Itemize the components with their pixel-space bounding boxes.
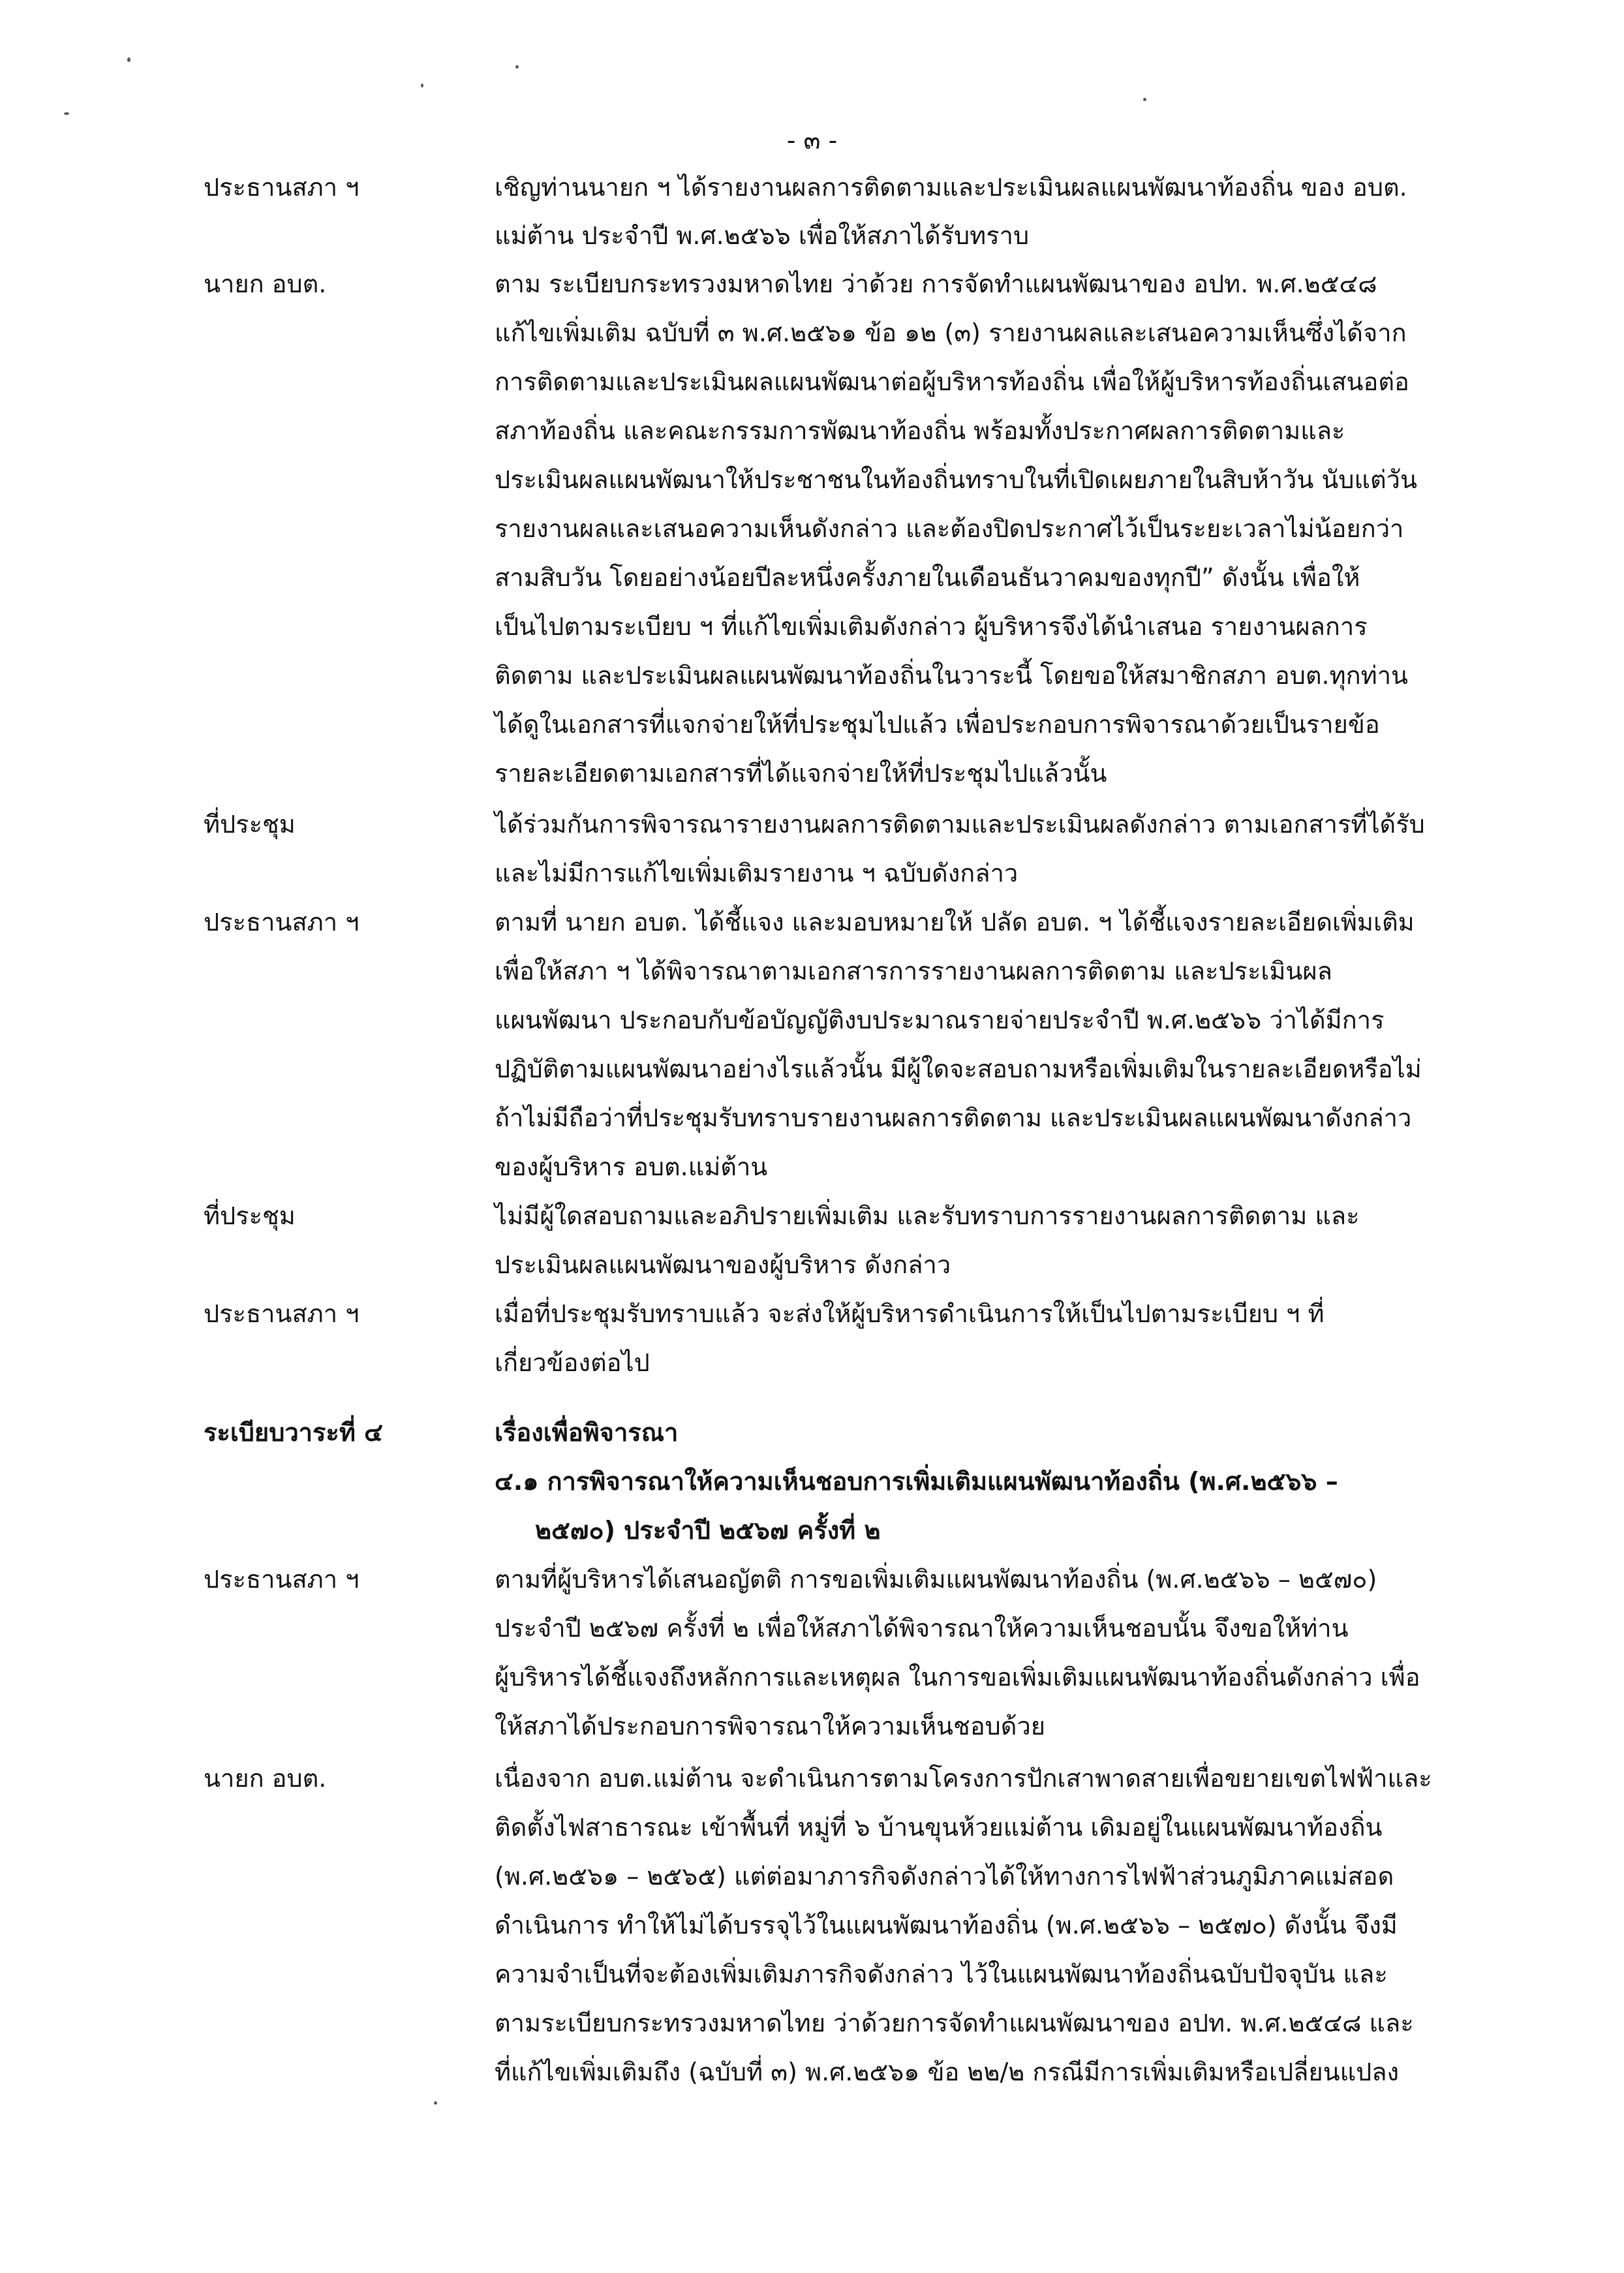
text-line: ประเมินผลแผนพัฒนาของผู้บริหาร ดังกล่าว xyxy=(495,1250,951,1279)
agenda-item-heading: ๔.๑ การพิจารณาให้ความเห็นชอบการเพิ่มเติมแผนพัฒนาท้องถิ่น (พ.ศ.๒๕๖๖ – xyxy=(495,1467,1338,1496)
scan-speck xyxy=(64,112,69,115)
text-line: รายงานผลและเสนอความเห็นดังกล่าว และต้องปิดประกาศไว้เป็นระยะเวลาไม่น้อยกว่า xyxy=(495,514,1404,543)
text-line: ให้สภาได้ประกอบการพิจารณาให้ความเห็นชอบด้วย xyxy=(495,1712,1046,1740)
speaker-label: ประธานสภา ฯ xyxy=(204,908,360,936)
text-line: ประเมินผลแผนพัฒนาให้ประชาชนในท้องถิ่นทราบในที่เปิดเผยภายในสิบห้าวัน นับแต่วัน xyxy=(495,465,1417,494)
text-line: (พ.ศ.๒๕๖๑ – ๒๕๖๕) แต่ต่อมาภารกิจดังกล่าวได้ให้ทางการไฟฟ้าส่วนภูมิภาคแม่สอด xyxy=(495,1862,1394,1891)
text-line: สภาท้องถิ่น และคณะกรรมการพัฒนาท้องถิ่น พร้อมทั้งประกาศผลการติดตามและ xyxy=(495,416,1345,445)
scan-speck xyxy=(434,2101,437,2105)
text-line: ความจำเป็นที่จะต้องเพิ่มเติมภารกิจดังกล่าว ไว้ในแผนพัฒนาท้องถิ่นฉบับปัจจุบัน และ xyxy=(495,1960,1388,1988)
text-line: ประจำปี ๒๕๖๗ ครั้งที่ ๒ เพื่อให้สภาได้พิจารณาให้ความเห็นชอบนั้น จึงขอให้ท่าน xyxy=(495,1614,1349,1643)
speaker-label: นายก อบต. xyxy=(204,1764,327,1793)
page-number: - ๓ - xyxy=(786,126,838,155)
text-line: ได้ร่วมกันการพิจารณารายงานผลการติดตามและประเมินผลดังกล่าว ตามเอกสารที่ได้รับ xyxy=(495,810,1425,839)
text-line: และไม่มีการแก้ไขเพิ่มเติมรายงาน ฯ ฉบับดังกล่าว xyxy=(495,859,1019,888)
text-line: เพื่อให้สภา ฯ ได้พิจารณาตามเอกสารการรายงานผลการติดตาม และประเมินผล xyxy=(495,957,1332,985)
text-line: ผู้บริหารได้ชี้แจงถึงหลักการและเหตุผล ในการขอเพิ่มเติมแผนพัฒนาท้องถิ่นดังกล่าว เพื่อ xyxy=(495,1663,1420,1692)
text-line: ดำเนินการ ทำให้ไม่ได้บรรจุไว้ในแผนพัฒนาท้องถิ่น (พ.ศ.๒๕๖๖ – ๒๕๗๐) ดังนั้น จึงมี xyxy=(495,1911,1398,1940)
scan-speck xyxy=(421,84,423,87)
speaker-label: ประธานสภา ฯ xyxy=(204,1565,360,1594)
text-line: แก้ไขเพิ่มเติม ฉบับที่ ๓ พ.ศ.๒๕๖๑ ข้อ ๑๒ (๓) รายงานผลและเสนอความเห็นซึ่งได้จาก xyxy=(495,318,1407,347)
text-line: ตามที่ นายก อบต. ได้ชี้แจง และมอบหมายให้ ปลัด อบต. ฯ ได้ชี้แจงรายละเอียดเพิ่มเติม xyxy=(495,908,1415,936)
text-line: เป็นไปตามระเบียบ ฯ ที่แก้ไขเพิ่มเติมดังกล่าว ผู้บริหารจึงได้นำเสนอ รายงานผลการ xyxy=(495,612,1368,641)
text-line: รายละเอียดตามเอกสารที่ได้แจกจ่ายให้ที่ประชุมไปแล้วนั้น xyxy=(495,759,1107,788)
text-line: ของผู้บริหาร อบต.แม่ต้าน xyxy=(495,1152,768,1181)
speaker-label: ที่ประชุม xyxy=(204,1201,296,1230)
text-line: ติดตาม และประเมินผลแผนพัฒนาท้องถิ่นในวาระนี้ โดยขอให้สมาชิกสภา อบต.ทุกท่าน xyxy=(495,661,1409,690)
text-line: ติดตั้งไฟสาธารณะ เข้าพื้นที่ หมู่ที่ ๖ บ้านขุนห้วยแม่ต้าน เดิมอยู่ในแผนพัฒนาท้องถิ่น xyxy=(495,1813,1383,1842)
scan-speck xyxy=(1143,98,1146,101)
text-line: แผนพัฒนา ประกอบกับข้อบัญญัติงบประมาณรายจ่ายประจำปี พ.ศ.๒๕๖๖ ว่าได้มีการ xyxy=(495,1006,1385,1034)
text-line: การติดตามและประเมินผลแผนพัฒนาต่อผู้บริหารท้องถิ่น เพื่อให้ผู้บริหารท้องถิ่นเสนอต่อ xyxy=(495,367,1409,396)
text-line: ปฏิบัติตามแผนพัฒนาอย่างไรแล้วนั้น มีผู้ใดจะสอบถามหรือเพิ่มเติมในรายละเอียดหรือไม่ xyxy=(495,1055,1422,1083)
text-line: เนื่องจาก อบต.แม่ต้าน จะดำเนินการตามโครงการปักเสาพาดสายเพื่อขยายเขตไฟฟ้าและ xyxy=(495,1764,1432,1793)
agenda-item-heading-cont: ๒๕๗๐) ประจำปี ๒๕๖๗ ครั้งที่ ๒ xyxy=(535,1516,881,1545)
scan-speck xyxy=(127,57,130,62)
text-line: เมื่อที่ประชุมรับทราบแล้ว จะส่งให้ผู้บริหารดำเนินการให้เป็นไปตามระเบียบ ฯ ที่ xyxy=(495,1299,1325,1328)
text-line: สามสิบวัน โดยอย่างน้อยปีละหนึ่งครั้งภายในเดือนธันวาคมของทุกปี” ดังนั้น เพื่อให้ xyxy=(495,563,1360,592)
text-line: ไม่มีผู้ใดสอบถามและอภิปรายเพิ่มเติม และรับทราบการรายงานผลการติดตาม และ xyxy=(495,1201,1360,1230)
speaker-label: ประธานสภา ฯ xyxy=(204,1299,360,1328)
text-line: ได้ดูในเอกสารที่แจกจ่ายให้ที่ประชุมไปแล้ว เพื่อประกอบการพิจารณาด้วยเป็นรายข้อ xyxy=(495,710,1380,739)
text-line: ที่แก้ไขเพิ่มเติมถึง (ฉบับที่ ๓) พ.ศ.๒๕๖๑ ข้อ ๒๒/๒ กรณีมีการเพิ่มเติมหรือเปลี่ยนแปลง xyxy=(495,2058,1400,2086)
speaker-label: ประธานสภา ฯ xyxy=(204,173,360,202)
agenda-label: ระเบียบวาระที่ ๔ xyxy=(204,1418,383,1447)
agenda-title: เรื่องเพื่อพิจารณา xyxy=(495,1418,679,1447)
speaker-label: ที่ประชุม xyxy=(204,810,296,839)
speaker-label: นายก อบต. xyxy=(204,270,327,298)
text-line: เกี่ยวข้องต่อไป xyxy=(495,1348,650,1377)
text-line: แม่ต้าน ประจำปี พ.ศ.๒๕๖๖ เพื่อให้สภาได้รับทราบ xyxy=(495,221,1030,250)
text-line: ตามที่ผู้บริหารได้เสนอญัตติ การขอเพิ่มเติมแผนพัฒนาท้องถิ่น (พ.ศ.๒๕๖๖ – ๒๕๗๐) xyxy=(495,1565,1377,1594)
scan-speck xyxy=(515,65,519,69)
text-line: ถ้าไม่มีถือว่าที่ประชุมรับทราบรายงานผลการติดตาม และประเมินผลแผนพัฒนาดังกล่าว xyxy=(495,1104,1412,1132)
text-line: ตามระเบียบกระทรวงมหาดไทย ว่าด้วยการจัดทำแผนพัฒนาของ อปท. พ.ศ.๒๕๔๘ และ xyxy=(495,2009,1414,2037)
text-line: ตาม ระเบียบกระทรวงมหาดไทย ว่าด้วย การจัดทำแผนพัฒนาของ อปท. พ.ศ.๒๕๔๘ xyxy=(495,270,1377,298)
text-line: เชิญท่านนายก ฯ ได้รายงานผลการติดตามและประเมินผลแผนพัฒนาท้องถิ่น ของ อบต. xyxy=(495,173,1407,202)
